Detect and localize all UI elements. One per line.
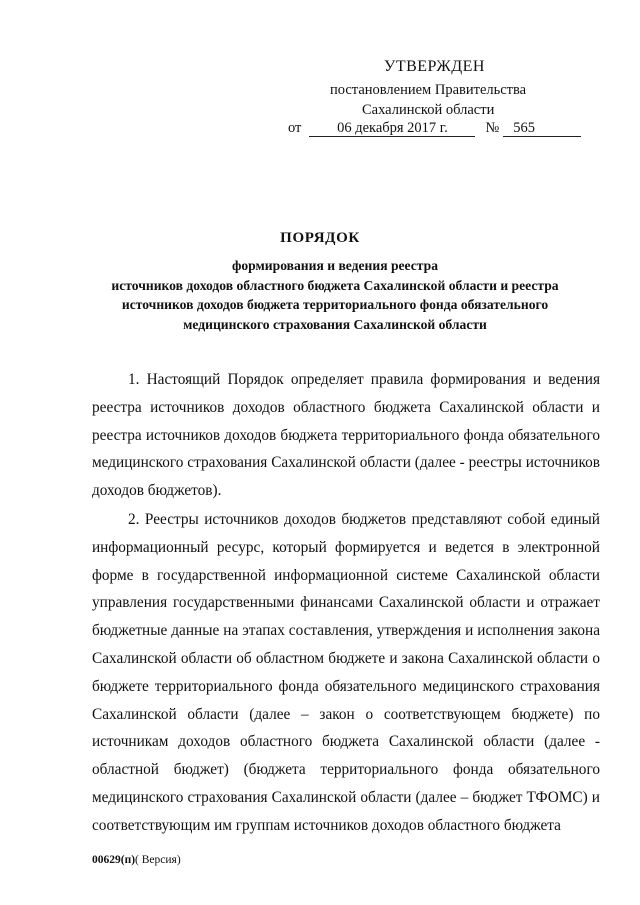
document-subtitle <box>70 256 600 334</box>
approval-heading: УТВЕРЖДЕН <box>384 58 485 75</box>
subtitle-line: источников доходов бюджета территориального фонда обязательного <box>121 297 549 312</box>
subtitle-line: формирования и ведения реестра <box>231 258 438 273</box>
document-body <box>92 366 600 840</box>
document-code: 00629(п) <box>92 854 136 866</box>
number-label: № <box>485 120 500 136</box>
document-title: ПОРЯДОК <box>280 230 360 246</box>
decree-date-line <box>288 120 581 137</box>
paragraph-2: 2. Реестры источников доходов бюджетов представляют собой единый информационный ресурс, который формируется и ведется в электронной форме в государственной информационной системе Сахалинской области управления государственными финансами Сахалинской области и отражает бюджетные данные на этапах составления, утверждения и исполнения закона Сахалинской области об областном бюджете и закона Сахалинской области о бюджете территориального фонда обязательного медицинского страхования Сахалинской области (далее – закон о соответствующем бюджете) по источникам доходов областного бюджета Сахалинской области (далее - областной бюджет) (бюджета территориального фонда обязательного медицинского страхования Сахалинской области (далее – бюджет ТФОМС) и соответствующим им группам источников доходов областного бюджета <box>92 510 600 834</box>
from-label: от <box>288 120 302 136</box>
subtitle-line: медицинского страхования Сахалинской области <box>183 316 487 332</box>
document-version: ( Версия) <box>135 854 181 866</box>
decree-date: 06 декабря 2017 г. <box>309 120 475 137</box>
subtitle-line: источников доходов областного бюджета Сахалинской области и реестра <box>111 277 559 293</box>
decree-line-1: постановлением Правительства <box>330 82 527 98</box>
decree-number: 565 <box>513 120 535 136</box>
decree-number-field <box>503 120 581 137</box>
decree-line-2: Сахалинской области <box>362 102 495 118</box>
paragraph-1: 1. Настоящий Порядок определяет правила формирования и ведения реестра источников доходов областного бюджета Сахалинской области и реестра источников доходов бюджета территориального фонда обязательного медицинского страхования Сахалинской области (далее - реестры источников доходов бюджетов). <box>92 371 600 500</box>
document-footer <box>92 854 181 866</box>
